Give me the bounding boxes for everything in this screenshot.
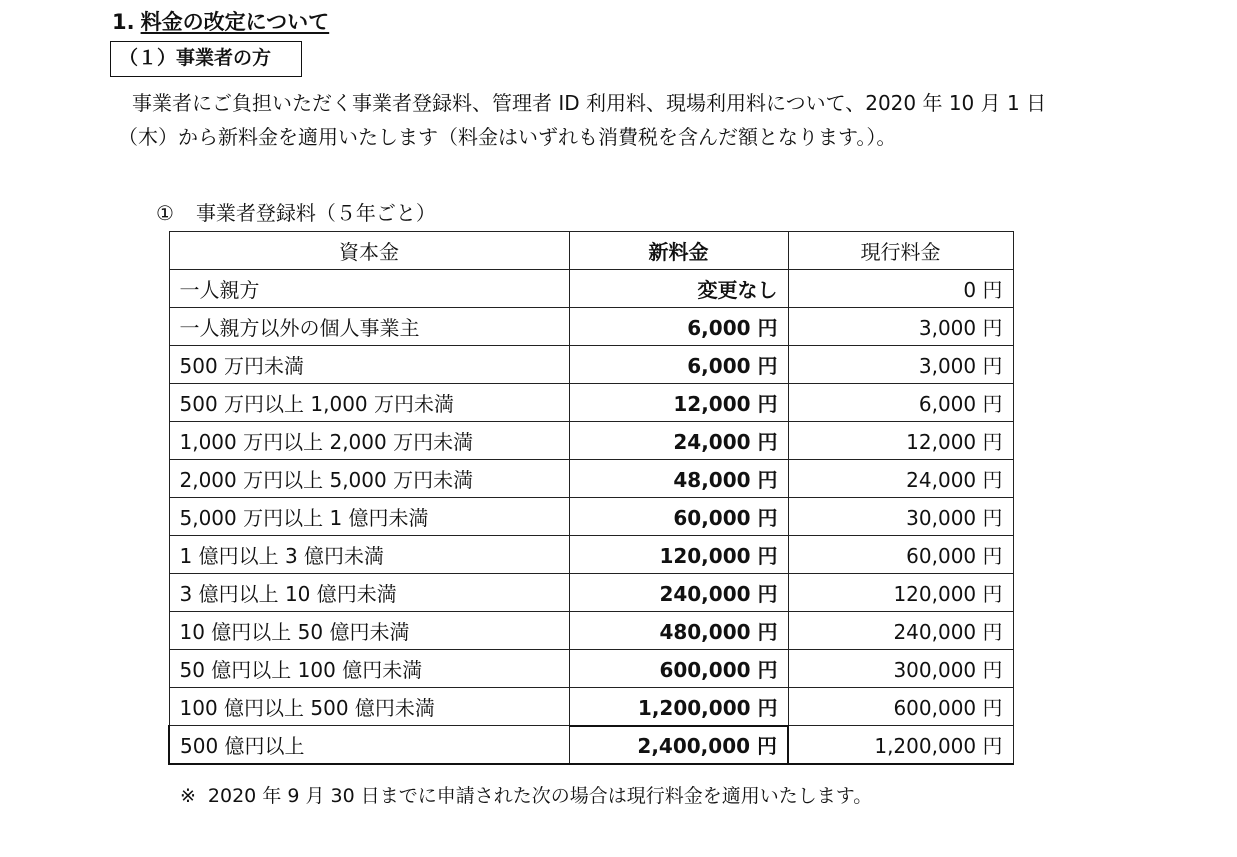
cell-new-fee: 変更なし xyxy=(569,270,788,308)
heading-text: 料金の改定について xyxy=(140,10,330,34)
cell-capital: 1 億円以上 3 億円未満 xyxy=(169,536,569,574)
cell-current-fee: 6,000 円 xyxy=(788,384,1013,422)
intro-line-2: （木）から新料金を適用いたします（料金はいずれも消費税を含んだ額となります。）。 xyxy=(118,125,897,149)
intro-line-1: 事業者にご負担いただく事業者登録料、管理者 ID 利用料、現場利用料について、2020 年 10 月 1 日 xyxy=(132,91,1047,115)
table-row xyxy=(169,384,1013,422)
cell-capital: 100 億円以上 500 億円未満 xyxy=(169,688,569,726)
table-row xyxy=(169,308,1013,346)
cell-capital: 10 億円以上 50 億円未満 xyxy=(169,612,569,650)
cell-current-fee: 24,000 円 xyxy=(788,460,1013,498)
cell-new-fee: 24,000 円 xyxy=(569,422,788,460)
cell-current-fee: 600,000 円 xyxy=(788,688,1013,726)
section-heading xyxy=(112,8,329,36)
cell-capital: 1,000 万円以上 2,000 万円未満 xyxy=(169,422,569,460)
cell-new-fee: 480,000 円 xyxy=(569,612,788,650)
cell-capital: 500 万円以上 1,000 万円未満 xyxy=(169,384,569,422)
table-row xyxy=(169,498,1013,536)
cell-current-fee: 60,000 円 xyxy=(788,536,1013,574)
cell-new-fee: 600,000 円 xyxy=(569,650,788,688)
cell-current-fee: 1,200,000 円 xyxy=(788,726,1013,764)
cell-new-fee: 12,000 円 xyxy=(569,384,788,422)
cell-current-fee: 30,000 円 xyxy=(788,498,1013,536)
cell-new-fee: 240,000 円 xyxy=(569,574,788,612)
cell-new-fee: 60,000 円 xyxy=(569,498,788,536)
cell-capital: 2,000 万円以上 5,000 万円未満 xyxy=(169,460,569,498)
cell-current-fee: 0 円 xyxy=(788,270,1013,308)
cell-current-fee: 3,000 円 xyxy=(788,308,1013,346)
table-row xyxy=(169,460,1013,498)
header-new-fee: 新料金 xyxy=(569,232,788,270)
table-row xyxy=(169,270,1013,308)
footnote xyxy=(180,782,872,810)
heading-number: 1. xyxy=(112,10,135,34)
intro-paragraph xyxy=(118,86,1138,154)
cell-capital: 一人親方 xyxy=(169,270,569,308)
circled-number: ① xyxy=(156,201,174,225)
cell-new-fee: 120,000 円 xyxy=(569,536,788,574)
registration-fee-table xyxy=(168,231,1014,765)
table-row xyxy=(169,346,1013,384)
table-row xyxy=(169,650,1013,688)
subheading-box: （１）事業者の方 xyxy=(110,41,302,77)
header-capital: 資本金 xyxy=(169,232,569,270)
cell-new-fee: 48,000 円 xyxy=(569,460,788,498)
table-header-row xyxy=(169,232,1013,270)
cell-capital: 50 億円以上 100 億円未満 xyxy=(169,650,569,688)
cell-current-fee: 300,000 円 xyxy=(788,650,1013,688)
cell-current-fee: 12,000 円 xyxy=(788,422,1013,460)
header-current-fee: 現行料金 xyxy=(788,232,1013,270)
note-mark: ※ xyxy=(180,785,196,807)
cell-current-fee: 3,000 円 xyxy=(788,346,1013,384)
cell-capital: 500 万円未満 xyxy=(169,346,569,384)
fee-section-title xyxy=(156,199,436,227)
cell-new-fee: 1,200,000 円 xyxy=(569,688,788,726)
cell-new-fee: 2,400,000 円 xyxy=(569,726,788,764)
cell-capital: 3 億円以上 10 億円未満 xyxy=(169,574,569,612)
table-row xyxy=(169,688,1013,726)
cell-new-fee: 6,000 円 xyxy=(569,346,788,384)
table-row xyxy=(169,726,1013,764)
footnote-text: 2020 年 9 月 30 日までに申請された次の場合は現行料金を適用いたします。 xyxy=(207,785,873,807)
table-row xyxy=(169,422,1013,460)
cell-current-fee: 240,000 円 xyxy=(788,612,1013,650)
cell-capital: 一人親方以外の個人事業主 xyxy=(169,308,569,346)
table-row xyxy=(169,574,1013,612)
fee-section-label: 事業者登録料（５年ごと） xyxy=(195,201,436,225)
table-row xyxy=(169,612,1013,650)
cell-capital: 5,000 万円以上 1 億円未満 xyxy=(169,498,569,536)
table-row xyxy=(169,536,1013,574)
cell-capital: 500 億円以上 xyxy=(169,726,569,764)
cell-new-fee: 6,000 円 xyxy=(569,308,788,346)
cell-current-fee: 120,000 円 xyxy=(788,574,1013,612)
